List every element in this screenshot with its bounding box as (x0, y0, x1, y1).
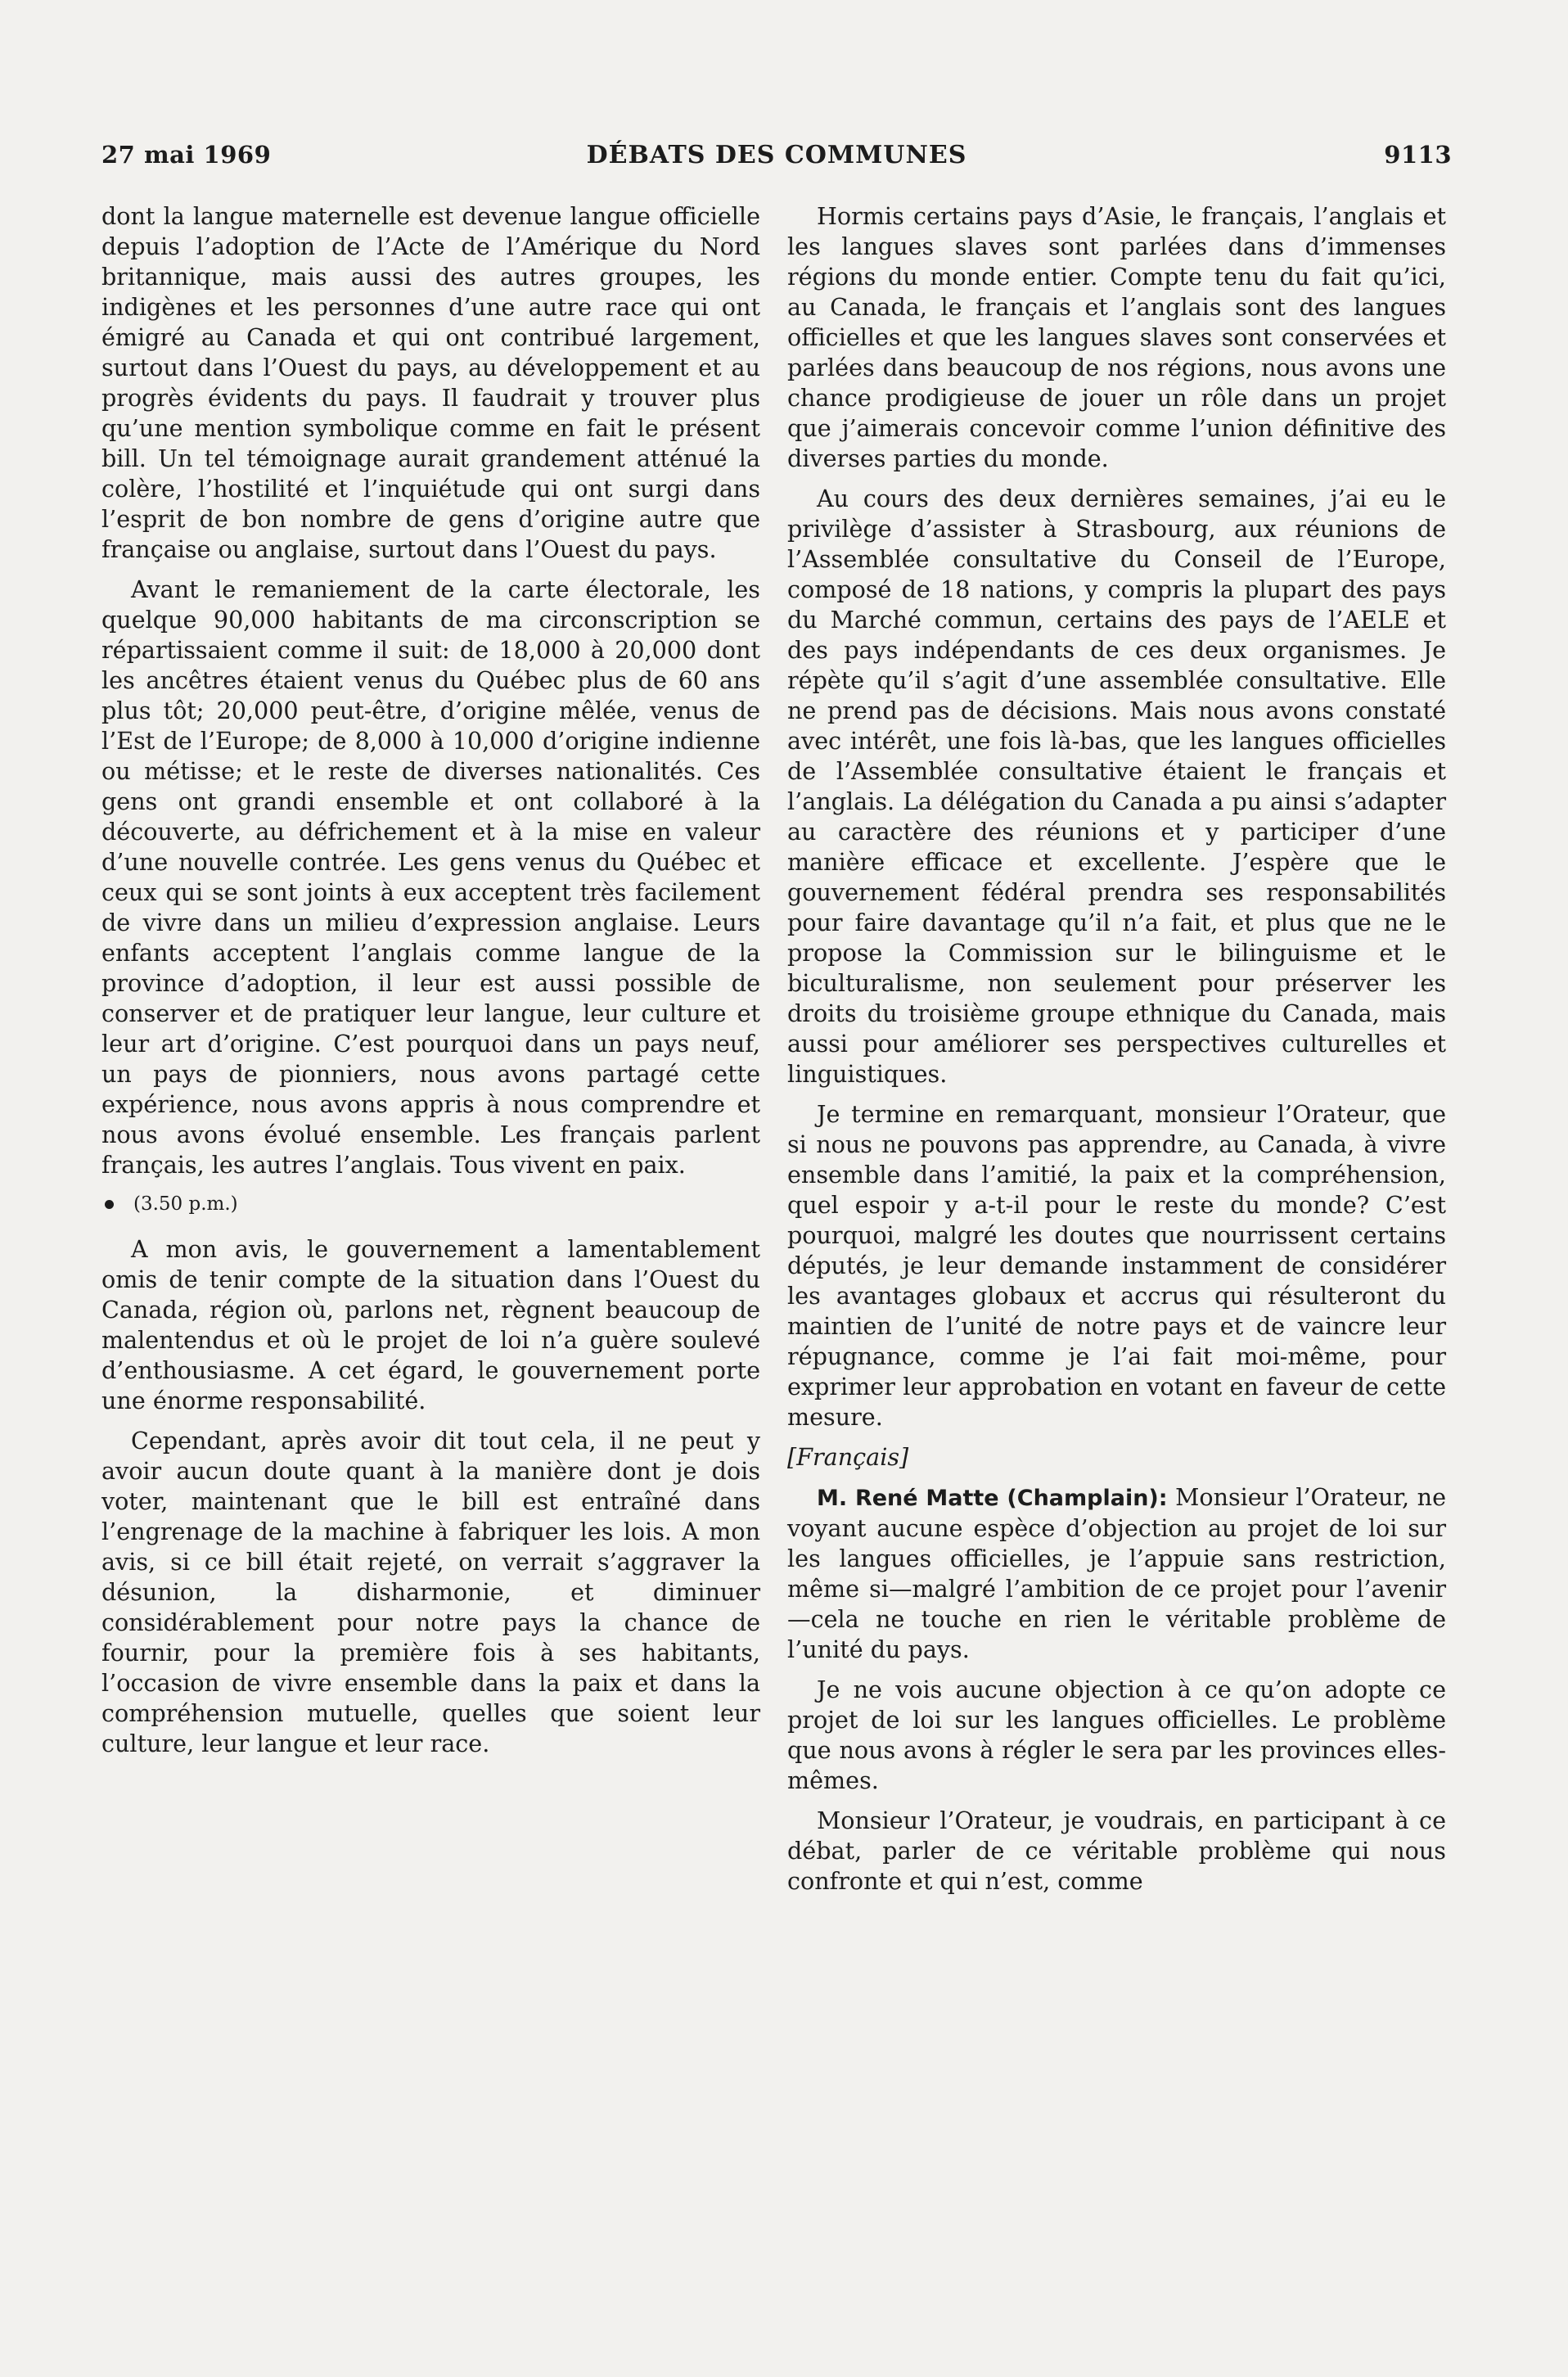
paragraph: Monsieur l’Orateur, je voudrais, en participant à ce débat, parler de ce véritable problème qui nous confronte et qui n’est, comme (787, 1806, 1446, 1895)
header-page-number: 9113 (1384, 141, 1452, 169)
speaker-name: M. René Matte (Champlain): (817, 1486, 1168, 1511)
time-marker (101, 1192, 760, 1216)
paragraph: Au cours des deux dernières semaines, j’ai eu le privilège d’assister à Strasbourg, aux réunions de l’Assemblée consultative du Conseil de l’Europe, composé de 18 nations, y compris la plupart des pays du Marché commun, certains des pays de l’AELE et des pays indépendants de ces deux organismes. Je répète qu’il s’agit d’une assemblée consultative. Elle ne prend pas de décisions. Mais nous avons constaté avec intérêt, une fois là-bas, que les langues officielles de l’Assemblée consultative étaient le français et l’anglais. La délégation du Canada a pu ainsi s’adapter au caractère des réunions et y participer d’une manière efficace et excellente. J’espère que le gouvernement fédéral prendra ses responsabilités pour faire davantage qu’il n’a fait, et plus que ne le propose la Commission sur le bilinguisme et le biculturalisme, non seulement pour préserver les droits du troisième groupe ethnique du Canada, mais aussi pour améliorer ses perspectives culturelles et linguistiques. (787, 485, 1446, 1088)
left-column (101, 201, 760, 1769)
bullet-icon (105, 1200, 114, 1209)
speaker-paragraph (787, 1482, 1446, 1665)
time-marker-text: (3.50 p.m.) (133, 1193, 238, 1215)
header-date: 27 mai 1969 (101, 141, 272, 169)
paragraph: A mon avis, le gouvernement a lamentablement omis de tenir compte de la situation dans l’Ouest du Canada, région où, parlons net, règnent beaucoup de malentendus et où le projet de loi n’a guère soulevé d’enthousiasme. A cet égard, le gouvernement porte une énorme responsabilité. (101, 1235, 760, 1414)
paragraph: Je termine en remarquant, monsieur l’Orateur, que si nous ne pouvons pas apprendre, au Canada, à vivre ensemble dans l’amitié, la paix et la compréhension, quel espoir y a-t-il pour le reste du monde? C’est pourquoi, malgré les doutes que nourrissent certains députés, je leur demande instamment de considérer les avantages globaux et accrus qui résulteront du maintien de l’unité de notre pays et de vaincre leur répugnance, comme je l’ai fait moi-même, pour exprimer leur approbation en votant en faveur de cette mesure. (787, 1100, 1446, 1431)
page-header (101, 141, 1452, 177)
paragraph: Je ne vois aucune objection à ce qu’on adopte ce projet de loi sur les langues officielles. Le problème que nous avons à régler le sera par les provinces elles-mêmes. (787, 1676, 1446, 1794)
paragraph: dont la langue maternelle est devenue langue officielle depuis l’adoption de l’Acte de l’Amérique du Nord britannique, mais aussi des autres groupes, les indigènes et les personnes d’une autre race qui ont émigré au Canada et qui ont contribué largement, surtout dans l’Ouest du pays, au développement et au progrès évidents du pays. Il faudrait y trouver plus qu’une mention symbolique comme en fait le présent bill. Un tel témoignage aurait grandement atténué la colère, l’hostilité et l’inquiétude qui ont surgi dans l’esprit de bon nombre de gens d’origine autre que française ou anglaise, surtout dans l’Ouest du pays. (101, 202, 760, 563)
right-column (787, 201, 1446, 1906)
language-tag: [Français] (787, 1443, 909, 1471)
paragraph: Avant le remaniement de la carte électorale, les quelque 90,000 habitants de ma circonscription se répartissaient comme il suit: de 18,000 à 20,000 dont les ancêtres étaient venus du Québec plus de 60 ans plus tôt; 20,000 peut-être, d’origine mêlée, venus de l’Est de l’Europe; de 8,000 à 10,000 d’origine indienne ou métisse; et le reste de diverses nationalités. Ces gens ont grandi ensemble et ont collaboré à la découverte, au défrichement et à la mise en valeur d’une nouvelle contrée. Les gens venus du Québec et ceux qui se sont joints à eux acceptent très facilement de vivre dans un milieu d’expression anglaise. Leurs enfants acceptent l’anglais comme langue de la province d’adoption, il leur est aussi possible de conserver et de pratiquer leur langue, leur culture et leur art d’origine. C’est pourquoi dans un pays neuf, un pays de pionniers, nous avons partagé cette expérience, nous avons appris à nous comprendre et nous avons évolué ensemble. Les français parlent français, les autres l’anglais. Tous vivent en paix. (101, 575, 760, 1179)
header-title: DÉBATS DES COMMUNES (586, 141, 967, 169)
speaker-text: Monsieur l’Orateur, ne voyant aucune espèce d’objection au projet de loi sur les langues officielles, je l’appuie sans restriction, même si—malgré l’ambition de ce projet pour l’avenir—cela ne touche en rien le véritable problème de l’unité du pays. (787, 1483, 1446, 1663)
paragraph: Hormis certains pays d’Asie, le français, l’anglais et les langues slaves sont parlées dans d’immenses régions du monde entier. Compte tenu du fait qu’ici, au Canada, le français et l’anglais sont des langues officielles et que les langues slaves sont conservées et parlées dans beaucoup de nos régions, nous avons une chance prodigieuse de jouer un rôle dans un projet que j’aimerais concevoir comme l’union définitive des diverses parties du monde. (787, 202, 1446, 472)
paragraph: Cependant, après avoir dit tout cela, il ne peut y avoir aucun doute quant à la manière dont je dois voter, maintenant que le bill est entraîné dans l’engrenage de la machine à fabriquer les lois. A mon avis, si ce bill était rejeté, on verrait s’aggraver la désunion, la disharmonie, et diminuer considérablement pour notre pays la chance de fournir, pour la première fois à ses habitants, l’occasion de vivre ensemble dans la paix et dans la compréhension mutuelle, quelles que soient leur culture, leur langue et leur race. (101, 1427, 760, 1757)
